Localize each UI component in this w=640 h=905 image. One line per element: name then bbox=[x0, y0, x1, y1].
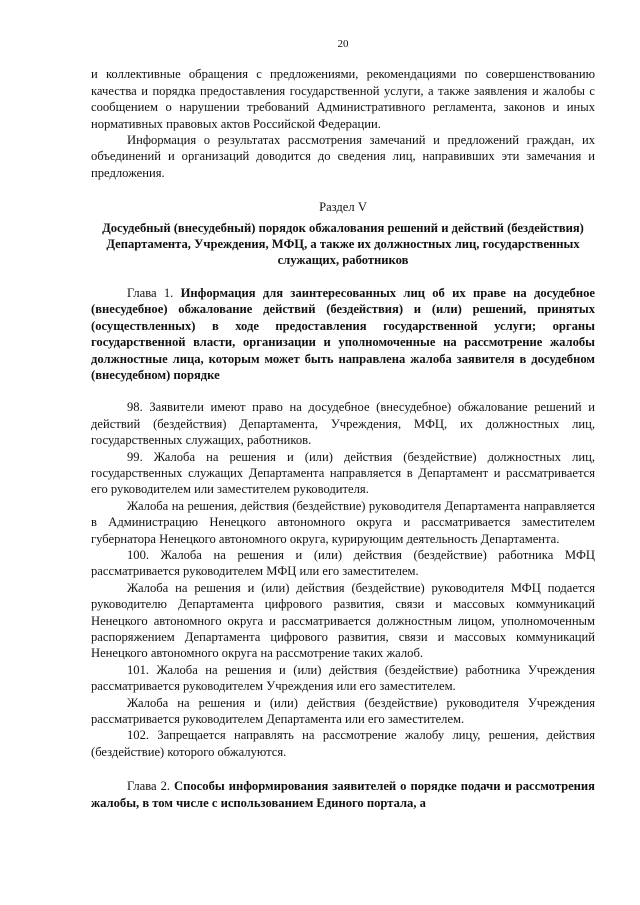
chapter-1-prefix: Глава 1. bbox=[127, 285, 181, 300]
intro-paragraph-1: и коллективные обращения с предложениями, рекомендациями по совершенствованию качества и порядка предоставления государственной услуги, а также заявления и жалобы с сообщением о нарушении требований Административного регламента, законов и иных нормативных правовых актов Российской Федерации. bbox=[91, 67, 595, 131]
paragraph-102: 102. Запрещается направлять на рассмотрение жалобу лицу, решения, действия (бездействие) которого обжалуются. bbox=[91, 728, 595, 759]
chapter-1-title: Информация для заинтересованных лиц об их праве на досудебное (внесудебное) обжалование действий (бездействия) и (или) решений, принятых (осуществленных) в ходе предоставления государственной услуги; органы государственной власти, организации и уполномоченные на рассмотрение жалобы должностные лица, которым может быть направлена жалоба заявителя в досудебном (внесудебном) порядке bbox=[91, 285, 595, 382]
paragraph-98: 98. Заявители имеют право на досудебное (внесудебное) обжалование решений и действий (бездействия) Департамента, Учреждения, МФЦ, их должностных лиц, государственных служащих, работников. bbox=[91, 400, 595, 448]
paragraph-99-department-head: Жалоба на решения, действия (бездействие) руководителя Департамента направляется в Администрацию Ненецкого автономного округа и рассматривается заместителем губернатора Ненецкого автономного округа, курирующим деятельность Департамента. bbox=[91, 498, 595, 546]
section-heading: Досудебный (внесудебный) порядок обжалования решений и действий (бездействия) Департамента, Учреждения, МФЦ, а также их должностных лиц, государственных служащих, работников bbox=[102, 220, 584, 268]
chapter-2-title: Способы информирования заявителей о порядке подачи и рассмотрения жалобы, в том числе с использованием Единого портала, а bbox=[91, 779, 595, 810]
document-page bbox=[91, 36, 595, 811]
paragraph-100: 100. Жалоба на решения и (или) действия (бездействие) работника МФЦ рассматривается руководителем МФЦ или его заместителем. bbox=[91, 547, 595, 579]
chapter-2-prefix: Глава 2. bbox=[127, 779, 175, 794]
paragraph-101-institution-head: Жалоба на решения и (или) действия (бездействие) руководителя Учреждения рассматривается руководителем Департамента или его заместителем. bbox=[91, 695, 595, 727]
page-number: 20 bbox=[337, 38, 349, 50]
paragraph-100-mfc-head: Жалоба на решения и (или) действия (бездействие) руководителя МФЦ подается руководителю Департамента цифрового развития, связи и массовых коммуникаций Ненецкого автономного округа и рассматривается должностным лицом, уполномоченным распоряжением Департамента цифрового развития, связи и массовых коммуникаций Ненецкого автономного округа на рассмотрение таких жалоб. bbox=[91, 580, 595, 661]
paragraph-99: 99. Жалоба на решения и (или) действия (бездействие) должностных лиц, государственных служащих Департамента направляется в Департамент и рассматривается его руководителем или заместителем руководителя. bbox=[91, 449, 595, 497]
chapter-1-heading bbox=[91, 285, 595, 383]
paragraph-101: 101. Жалоба на решения и (или) действия (бездействие) работника Учреждения рассматривается руководителем Учреждения или его заместителем. bbox=[91, 662, 595, 694]
intro-paragraph-2: Информация о результатах рассмотрения замечаний и предложений граждан, их объединений и организаций доводится до сведения лиц, направивших эти замечания и предложения. bbox=[91, 133, 595, 180]
chapter-2-heading bbox=[91, 778, 595, 811]
section-label: Раздел V bbox=[319, 200, 367, 215]
